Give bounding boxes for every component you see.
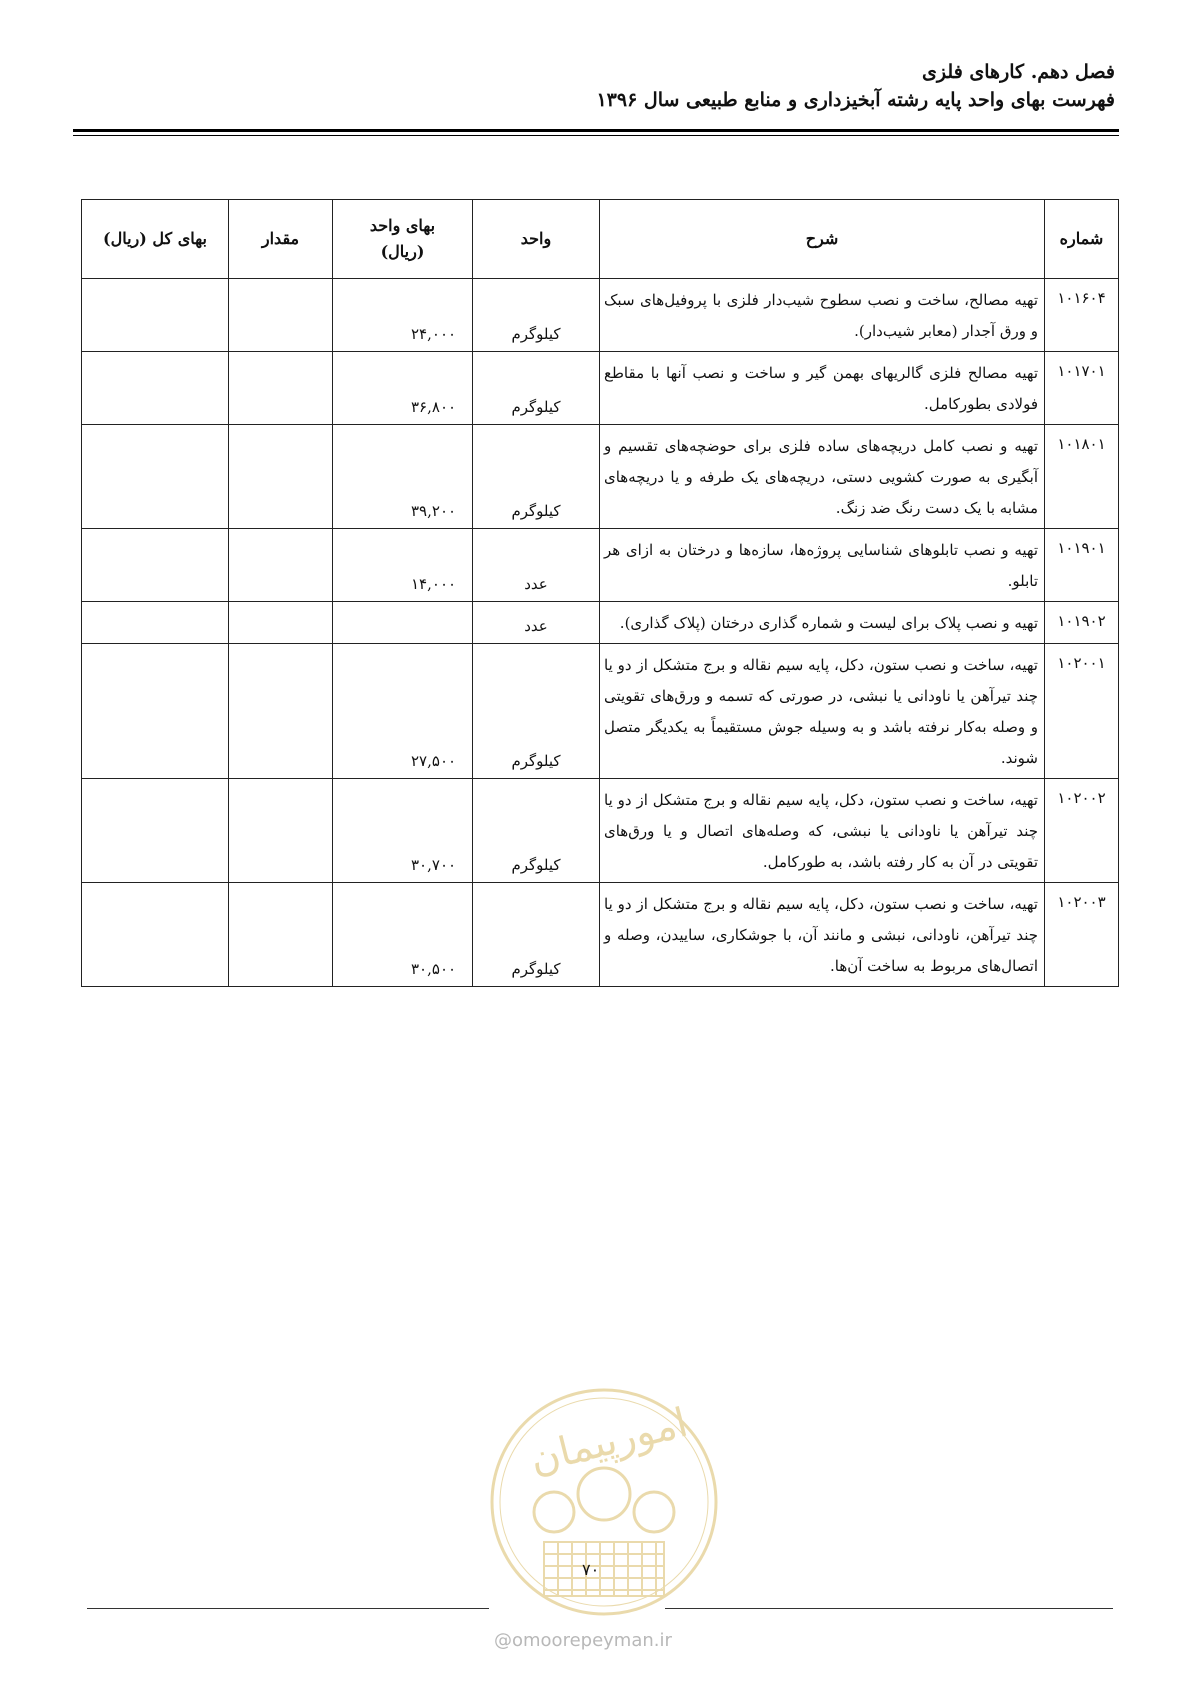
item-total	[82, 883, 229, 987]
item-quantity	[229, 883, 333, 987]
item-total	[82, 602, 229, 644]
item-number: ۱۰۱۸۰۱	[1045, 425, 1119, 529]
seal-logo	[484, 1382, 724, 1622]
item-quantity	[229, 644, 333, 779]
item-description: تهیه مصالح، ساخت و نصب سطوح شیب‌دار فلزی با پروفیل‌های سبک و ورق آجدار (معابر شیب‌دار).	[600, 279, 1045, 352]
table-row	[82, 352, 1119, 425]
table-row	[82, 779, 1119, 883]
page-number: ۷۰	[582, 1560, 600, 1579]
item-unit: کیلوگرم	[473, 352, 600, 425]
item-quantity	[229, 602, 333, 644]
item-description: تهیه، ساخت و نصب ستون، دکل، پایه سیم نقاله و برج متشکل از دو یا چند تیرآهن یا ناودانی یا نبشی، که وصله‌های اتصال و یا ورق‌های تقویتی در آن به کار رفته باشد، به طورکامل.	[600, 779, 1045, 883]
item-unit: کیلوگرم	[473, 779, 600, 883]
item-number: ۱۰۱۹۰۱	[1045, 529, 1119, 602]
header-rule-thick	[73, 129, 1119, 132]
table-header-row	[82, 200, 1119, 279]
page-header	[75, 58, 1115, 114]
item-description: تهیه، ساخت و نصب ستون، دکل، پایه سیم نقاله و برج متشکل از دو یا چند تیرآهن، ناودانی، نبشی و مانند آن، با جوشکاری، ساییدن، وصله و اتصال‌های مربوط به ساخت آن‌ها.	[600, 883, 1045, 987]
item-number: ۱۰۱۶۰۴	[1045, 279, 1119, 352]
item-quantity	[229, 425, 333, 529]
item-unit-price: ۳۶,۸۰۰	[333, 352, 473, 425]
item-unit-price: ۲۷,۵۰۰	[333, 644, 473, 779]
item-number: ۱۰۱۹۰۲	[1045, 602, 1119, 644]
header-description: شرح	[600, 200, 1045, 279]
item-unit: کیلوگرم	[473, 425, 600, 529]
table-row	[82, 425, 1119, 529]
item-unit-price: ۳۰,۵۰۰	[333, 883, 473, 987]
item-quantity	[229, 279, 333, 352]
item-unit: عدد	[473, 602, 600, 644]
footer-rule-right	[665, 1608, 1113, 1609]
header-rule-thin	[73, 135, 1119, 136]
item-number: ۱۰۲۰۰۲	[1045, 779, 1119, 883]
item-description: تهیه مصالح فلزی گالریهای بهمن گیر و ساخت و نصب آنها با مقاطع فولادی بطورکامل.	[600, 352, 1045, 425]
website-watermark: @omoorepeyman.ir	[494, 1630, 672, 1651]
item-unit: کیلوگرم	[473, 644, 600, 779]
item-unit: عدد	[473, 529, 600, 602]
table-row	[82, 644, 1119, 779]
item-description: تهیه و نصب کامل دریچه‌های ساده فلزی برای حوضچه‌های تقسیم و آبگیری به صورت کشویی دستی، دریچه‌های یک طرفه و یا دریچه‌های مشابه با یک دست رنگ ضد زنگ.	[600, 425, 1045, 529]
item-total	[82, 779, 229, 883]
item-quantity	[229, 352, 333, 425]
header-unit-price	[333, 200, 473, 279]
item-number: ۱۰۱۷۰۱	[1045, 352, 1119, 425]
header-unit-price-currency: (ریال)	[380, 242, 425, 261]
header-unit-price-label: بهای واحد	[369, 216, 436, 235]
document-title: فهرست بهای واحد پایه رشته آبخیزداری و منابع طبیعی سال ۱۳۹۶	[596, 89, 1115, 111]
item-number: ۱۰۲۰۰۳	[1045, 883, 1119, 987]
item-description: تهیه، ساخت و نصب ستون، دکل، پایه سیم نقاله و برج متشکل از دو یا چند تیرآهن یا ناودانی یا نبشی، در صورتی که تسمه و ورق‌های تقویتی و وصله به‌کار نرفته باشد و به وسیله جوش مستقیماً به یکدیگر متصل شوند.	[600, 644, 1045, 779]
table-row	[82, 602, 1119, 644]
price-list-table	[81, 199, 1119, 987]
item-number: ۱۰۲۰۰۱	[1045, 644, 1119, 779]
table-row	[82, 279, 1119, 352]
item-total	[82, 529, 229, 602]
item-unit-price: ۲۴,۰۰۰	[333, 279, 473, 352]
item-description: تهیه و نصب پلاک برای لیست و شماره گذاری درختان (پلاک گذاری).	[600, 602, 1045, 644]
item-total	[82, 279, 229, 352]
chapter-title: فصل دهم. کارهای فلزی	[922, 61, 1115, 83]
header-unit: واحد	[473, 200, 600, 279]
item-quantity	[229, 779, 333, 883]
table-row	[82, 529, 1119, 602]
item-unit-price: ۱۴,۰۰۰	[333, 529, 473, 602]
item-unit-price: ۳۰,۷۰۰	[333, 779, 473, 883]
item-description: تهیه و نصب تابلوهای شناسایی پروژه‌ها، سازه‌ها و درختان به ازای هر تابلو.	[600, 529, 1045, 602]
item-total	[82, 644, 229, 779]
header-total-price: بهای کل (ریال)	[82, 200, 229, 279]
svg-text:امورپیمان: امورپیمان	[525, 1399, 693, 1484]
item-total	[82, 352, 229, 425]
table-row	[82, 883, 1119, 987]
item-unit-price	[333, 602, 473, 644]
header-number: شماره	[1045, 200, 1119, 279]
item-unit: کیلوگرم	[473, 279, 600, 352]
header-quantity: مقدار	[229, 200, 333, 279]
item-unit: کیلوگرم	[473, 883, 600, 987]
footer-rule-left	[87, 1608, 489, 1609]
item-quantity	[229, 529, 333, 602]
item-unit-price: ۳۹,۲۰۰	[333, 425, 473, 529]
item-total	[82, 425, 229, 529]
